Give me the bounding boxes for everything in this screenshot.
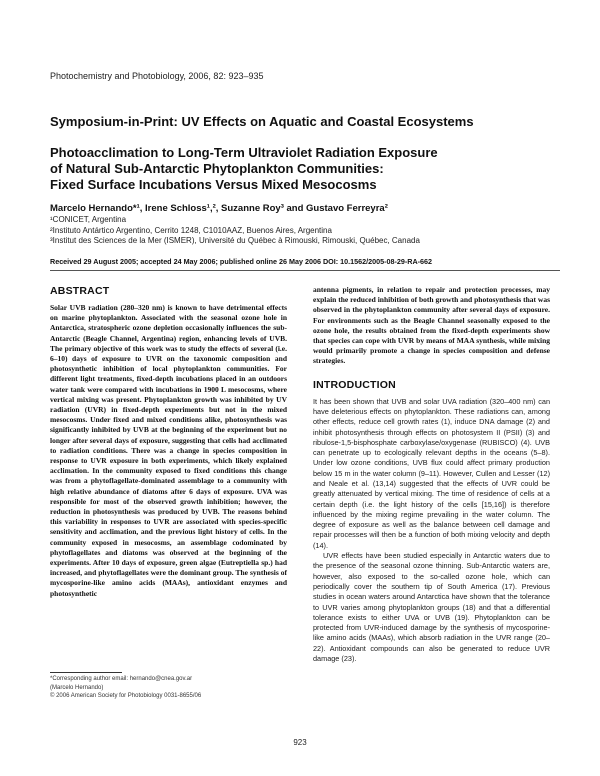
- left-column: [50, 285, 287, 599]
- affiliation-line: ¹CONICET, Argentina: [50, 215, 127, 224]
- intro-paragraph: It has been shown that UVB and solar UVA radiation (320–400 nm) can have deleterious effects on phytoplankton. These radiations can, among other effects, reduce cell growth rates (1), induce DNA damage (2) and inhibit photosynthesis through effects on photosystem II (PSII) (3) and ribulose-1,5-bisphosphate carboxylase/oxygenase (RUBISCO) (4). UVB can penetrate up to ecologically relevant depths in the oceans (5–8). Under low ozone conditions, UVB flux could affect primary production below 15 m in the water column (9–11). However, Cullen and Lesser (12) and Neale et al. (13,14) suggested that the effects of UVR could be greatly attenuated by vertical mixing. The time of residence of cells at a certain depth (i.e. the light history of the cells [15,16]) is therefore influenced by the mixing regime prevailing in the water column. The degree of exposure as well as the balance between cell damage and repair processes will then be a function of both mixing velocity and depth (14).: [313, 396, 550, 550]
- article-title: [50, 145, 550, 193]
- affiliation-line: ³Institut des Sciences de la Mer (ISMER), Université du Québec à Rimouski, Rimouski, Québec, Canada: [50, 236, 420, 245]
- page-number: 923: [293, 738, 307, 747]
- header-divider: [50, 270, 560, 271]
- abstract-heading: ABSTRACT: [50, 285, 110, 297]
- abstract-text: Solar UVB radiation (280–320 nm) is known to have detrimental effects on marine phytoplankton. Associated with the seasonal ozone hole in Antarctica, stratospheric ozone depletion occasionally influences the sub-Antarctic (Beagle Channel, Argentina) region, enhancing levels of UVB. The primary objective of this work was to study the effects of several (i.e. 6–10) days of exposure to UVR on the taxonomic composition and photosynthetic inhibition of local phytoplankton communities. For different light treatments, fixed-depth incubations placed in an outdoors water tank were compared with incubations in 1900 L mesocosms, where vertical mixing was present. Phytoplankton growth was inhibited by UV radiation (UVR) in fixed-depth experiments but not in the mixed mesocosms. Under fixed and mixed conditions alike, photosynthesis was significantly inhibited by UVB at the beginning of the experiment but no longer after several days of exposure, suggesting that cells had acclimated to radiation conditions. There was a change in species composition in response to UVR exposure in both experiments, which likely explained acclimation. In the community exposed to fixed conditions this change was from a phytoflagellate-dominated assemblage to a community with high relative abundance of diatoms after 6 days of exposure. UVA was responsible for most of the observed growth inhibition; however, the reduction in photosynthesis was produced by UVB. The reasons behind this variability in responses to UVR are associated with species-specific sensitivity and acclimation, and the previous light history of cells. In the community exposed in mesocosms, an assemblage codominated by phytoflagellates and diatoms was observed at the beginning of the experiments. After 10 days of exposure, green algae (Eutreptiella sp.) had increased, and phytoflagellates were the dominant group. The synthesis of mycosporine-like amino acids (MAAs), antioxidant enzymes and photosynthetic: [50, 303, 287, 598]
- copyright-line: © 2006 American Society for Photobiology 0031-8655/06: [50, 693, 202, 699]
- intro-paragraph: UVR effects have been studied especially in Antarctic waters due to the presence of the seasonal ozone thinning. Sub-Antarctic waters are, however, also exposed to the so-called ozone hole, which can periodically cover the southern tip of South America (17). Previous studies in ocean waters around Antarctica have shown that the tolerance to UVR varies among phytoplankton groups (18) and that a differential tolerance exists to either UVA or UVB (19). Phytoplankton can be protected from UVR-induced damage by the synthesis of mycosporine-like amino acids (MAAs), which absorb radiation in the UVR range (20–22). Antioxidant compounds can also be generated to reduce UVR damage (23).: [313, 551, 550, 664]
- corresponding-author-name: (Marcelo Hernando): [50, 684, 104, 691]
- title-line: Fixed Surface Incubations Versus Mixed Mesocosms: [50, 177, 377, 192]
- journal-citation: Photochemistry and Photobiology, 2006, 82: 923–935: [50, 71, 264, 81]
- author-list: Marcelo Hernando*¹, Irene Schloss¹,², Suzanne Roy³ and Gustavo Ferreyra²: [50, 203, 388, 214]
- footnotes: [50, 675, 201, 701]
- footnote-divider: [50, 672, 122, 673]
- received-dates: Received 29 August 2005; accepted 24 May 2006; published online 26 May 2006 DOI: 10.1562/2005-08-29-RA-662: [50, 257, 433, 266]
- right-column: [313, 285, 550, 664]
- affiliations: [50, 215, 420, 247]
- abstract-continuation: antenna pigments, in relation to repair and protection processes, may explain the reduced inhibition of both growth and photosynthesis that was observed in the phytoplankton community after several days of exposure. For environments such as the Beagle Channel seasonally exposed to the ozone hole, the results obtained from the fixed-depth experiments show that species can cope with UVR by means of MAA synthesis, while mixing would primarily promote a change in species composition and defense strategies.: [313, 285, 550, 366]
- corresponding-author: *Corresponding author email: hernando@cnea.gov.ar: [50, 676, 193, 682]
- affiliation-line: ²Instituto Antártico Argentino, Cerrito 1248, C1010AAZ, Buenos Aires, Argentina: [50, 225, 332, 235]
- introduction-heading: INTRODUCTION: [313, 378, 396, 391]
- title-line: Photoacclimation to Long-Term Ultraviolet Radiation Exposure: [50, 145, 438, 160]
- symposium-heading: Symposium-in-Print: UV Effects on Aquatic and Coastal Ecosystems: [50, 114, 474, 129]
- title-line: of Natural Sub-Antarctic Phytoplankton Communities:: [50, 161, 384, 176]
